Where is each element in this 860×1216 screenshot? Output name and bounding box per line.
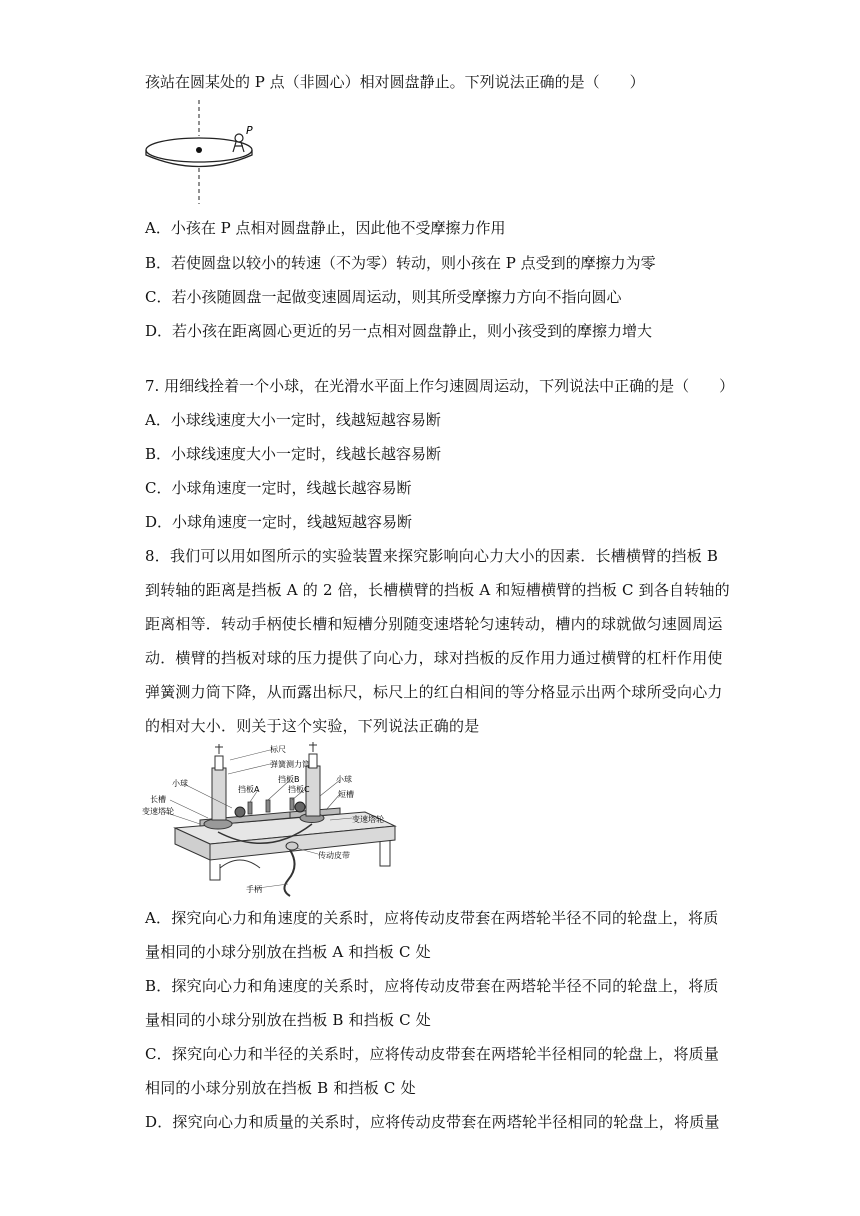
q7-stem: 7. 用细线拴着一个小球，在光滑水平面上作匀速圆周运动，下列说法中正确的是（ ） [145,377,735,395]
q8-stem-line-4: 动．横臂的挡板对球的压力提供了向心力，球对挡板的反作用力通过横臂的杠杆作用使 [145,649,723,667]
q8-stem-line-1: 8．我们可以用如图所示的实验装置来探究影响向心力大小的因素．长槽横臂的挡板 B [145,547,719,565]
label-baffle-a: 挡板A [238,785,260,794]
label-pulley-right: 变速塔轮 [352,815,384,824]
label-handle: 手柄 [246,885,262,894]
label-pulley-left: 变速塔轮 [142,807,174,816]
label-spring-cylinder: 弹簧测力筒 [270,760,310,769]
centripetal-apparatus-figure [140,740,400,900]
label-baffle-b: 挡板B [278,775,300,784]
label-baffle-c: 挡板C [288,785,310,794]
label-ball-right: 小球 [336,775,352,784]
q8-option-c-line-1: C．探究向心力和半径的关系时，应将传动皮带套在两塔轮半径相同的轮盘上，将质量 [145,1045,720,1063]
q7-option-a: A．小球线速度大小一定时，线越短越容易断 [145,411,441,429]
q7-option-d: D．小球角速度一定时，线越短越容易断 [145,513,413,531]
label-ruler: 标尺 [270,745,286,754]
q8-option-c-line-2: 相同的小球分别放在挡板 B 和挡板 C 处 [145,1079,416,1097]
q7-option-c: C．小球角速度一定时，线越长越容易断 [145,479,412,497]
q8-option-a-line-2: 量相同的小球分别放在挡板 A 和挡板 C 处 [145,943,431,961]
label-ball-left: 小球 [172,779,188,788]
q6-option-c: C．若小孩随圆盘一起做变速圆周运动，则其所受摩擦力方向不指向圆心 [145,288,622,306]
label-long-groove: 长槽 [150,795,166,804]
q8-stem-line-2: 到转轴的距离是挡板 A 的 2 倍，长槽横臂的挡板 A 和短槽横臂的挡板 C 到各自转轴的 [145,581,730,599]
q7-option-b: B．小球线速度大小一定时，线越长越容易断 [145,445,442,463]
q8-stem-line-5: 弹簧测力筒下降，从而露出标尺，标尺上的红白相间的等分格显示出两个球所受向心力 [145,683,723,701]
label-short-groove: 短槽 [338,790,354,799]
q8-option-b-line-1: B．探究向心力和角速度的关系时，应将传动皮带套在两塔轮半径不同的轮盘上，将质 [145,977,719,995]
label-belt: 传动皮带 [318,851,350,860]
q8-option-a-line-1: A．探究向心力和角速度的关系时，应将传动皮带套在两塔轮半径不同的轮盘上，将质 [145,909,719,927]
q8-option-d-line-1: D．探究向心力和质量的关系时，应将传动皮带套在两塔轮半径相同的轮盘上，将质量 [145,1113,720,1131]
rotating-disc-figure [140,100,260,204]
point-p-label: P [246,124,253,137]
q8-stem-line-6: 的相对大小．则关于这个实验，下列说法正确的是 [145,717,480,735]
q8-option-b-line-2: 量相同的小球分别放在挡板 B 和挡板 C 处 [145,1011,431,1029]
q8-stem-line-3: 距离相等．转动手柄使长槽和短槽分别随变速塔轮匀速转动，槽内的球就做匀速圆周运 [145,615,723,633]
q6-stem-tail: 孩站在圆某处的 P 点（非圆心）相对圆盘静止。下列说法正确的是（ ） [145,73,645,91]
q6-option-d: D．若小孩在距离圆心更近的另一点相对圆盘静止，则小孩受到的摩擦力增大 [145,322,653,340]
q6-option-a: A．小孩在 P 点相对圆盘静止，因此他不受摩擦力作用 [145,219,506,237]
q6-option-b: B．若使圆盘以较小的转速（不为零）转动，则小孩在 P 点受到的摩擦力为零 [145,254,656,272]
